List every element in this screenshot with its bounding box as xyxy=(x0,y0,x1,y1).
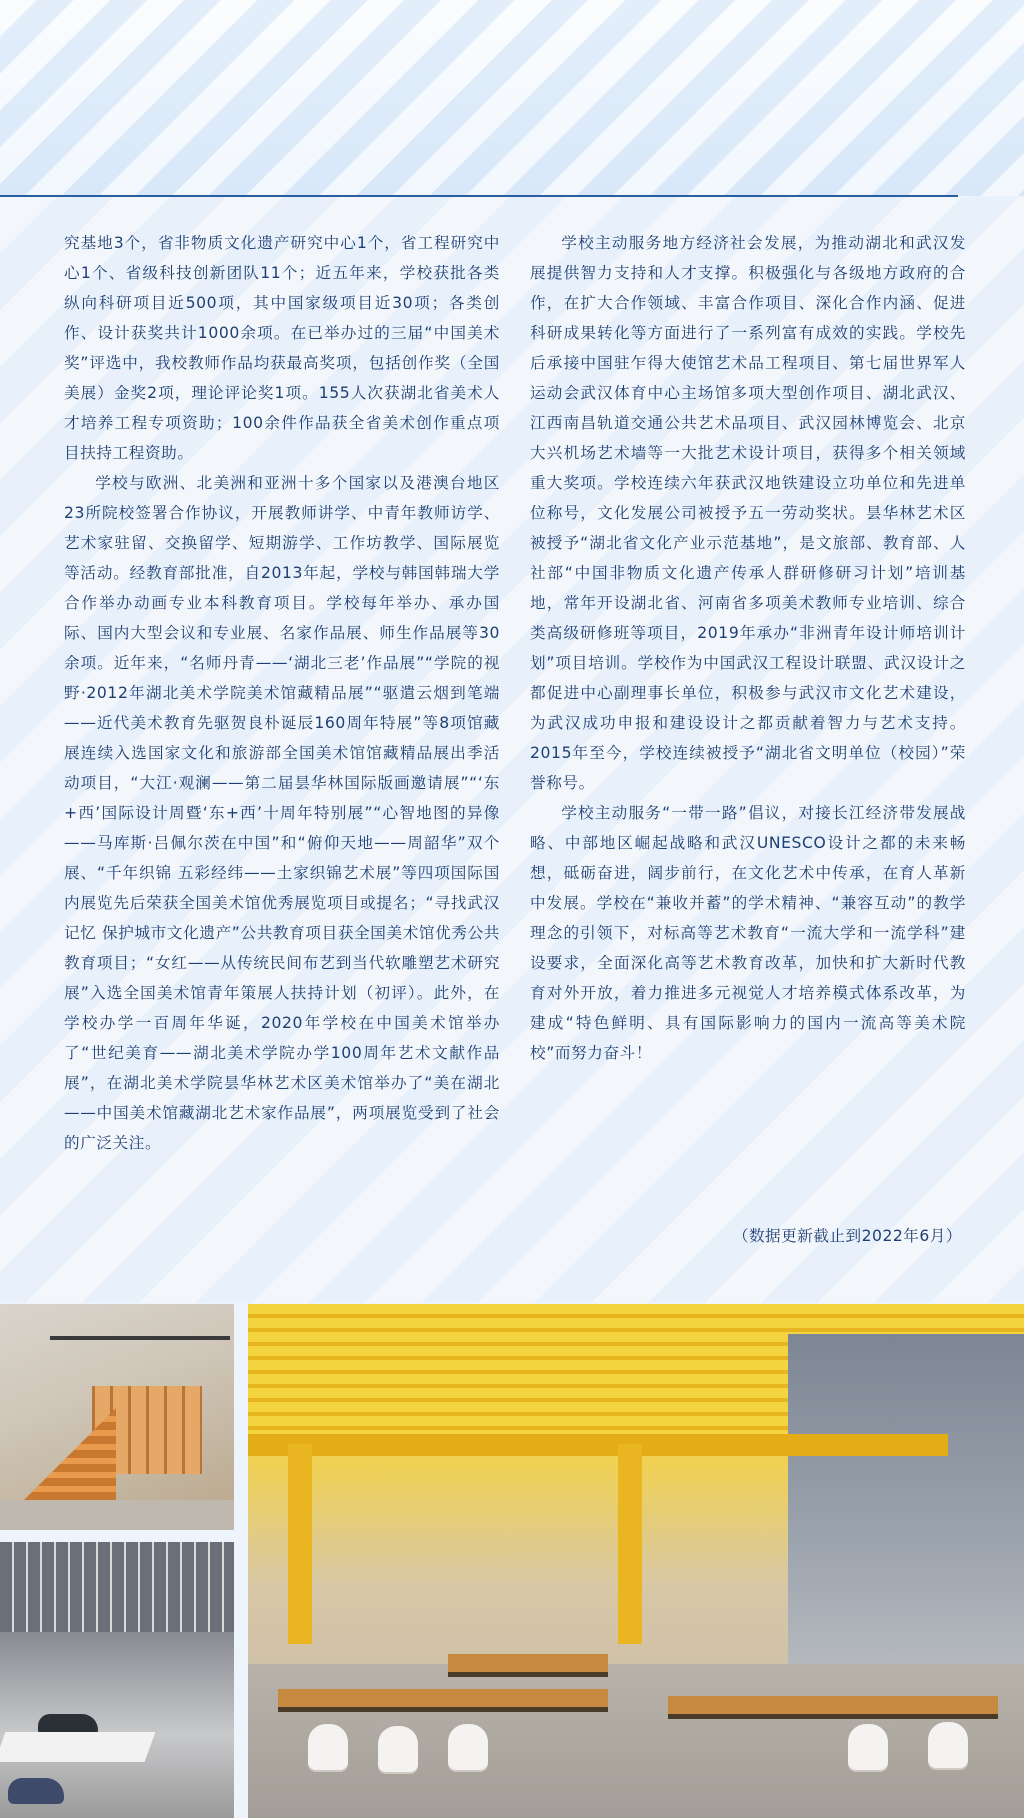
white-chair xyxy=(308,1724,348,1770)
grey-wall xyxy=(788,1334,1024,1664)
yellow-pillar xyxy=(288,1444,312,1644)
wooden-desk xyxy=(448,1654,608,1677)
yellow-pillar xyxy=(618,1444,642,1644)
yellow-studio-photo xyxy=(248,1304,1024,1818)
left-text-column xyxy=(64,228,500,1158)
library-stairs-photo xyxy=(0,1304,234,1530)
left-paragraph-2: 学校与欧洲、北美洲和亚洲十多个国家以及港澳台地区23所院校签署合作协议，开展教师讲学、中青年教师访学、艺术家驻留、交换留学、短期游学、工作坊教学、国际展览等活动。经教育部批准，自2013年起，学校与韩国韩瑞大学合作举办动画专业本科教育项目。学校每年举办、承办国际、国内大型会议和专业展、名家作品展、师生作品展等30余项。近年来，“名师丹青——‘湖北三老’作品展”“学院的视野·2012年湖北美术学院美术馆藏精品展”“驱遣云烟到笔端——近代美术教育先驱贺良朴诞辰160周年特展”等8项馆藏展连续入选国家文化和旅游部全国美术馆馆藏精品展出季活动项目，“大江·观澜——第二届昙华林国际版画邀请展”“‘东+西’国际设计周暨‘东+西’十周年特别展”“心智地图的异像——马库斯·吕佩尔茨在中国”和“俯仰天地——周韶华”双个展、“千年织锦 五彩经纬——土家织锦艺术展”等四项国际国内展览先后荣获全国美术馆优秀展览项目或提名；“寻找武汉记忆 保护城市文化遗产”公共教育项目获全国美术馆优秀公共教育项目；“女红——从传统民间布艺到当代软雕塑艺术研究展”入选全国美术馆青年策展人扶持计划（初评）。此外，在学校办学一百周年华诞，2020年学校在中国美术馆举办了“世纪美育——湖北美术学院办学100周年艺术文献作品展”，在湖北美术学院昙华林艺术区美术馆举办了“美在湖北——中国美术馆藏湖北艺术家作品展”，两项展览受到了社会的广泛关注。 xyxy=(64,474,500,1152)
wooden-desk xyxy=(278,1689,608,1712)
right-paragraph-2: 学校主动服务“一带一路”倡议，对接长江经济带发展战略、中部地区崛起战略和武汉UNESCO设计之都的未来畅想，砥砺奋进，阔步前行，在文化艺术中传承，在育人革新中发展。学校在“兼收并蓄”的学术精神、“兼容互动”的教学理念的引领下，对标高等艺术教育“一流大学和一流学科”建设要求，全面深化高等艺术教育改革，加快和扩大新时代教育对外开放，着力推进多元视觉人才培养模式体系改革，为建成“特色鲜明、具有国际影响力的国内一流高等美术院校”而努力奋斗！ xyxy=(530,804,966,1062)
data-update-note: （数据更新截止到2022年6月） xyxy=(732,1227,962,1245)
floor xyxy=(0,1500,234,1530)
yellow-beam xyxy=(248,1434,948,1456)
wooden-desk xyxy=(668,1696,998,1719)
car-model-blue xyxy=(8,1778,64,1804)
studio-floor xyxy=(248,1664,1024,1818)
wooden-stairs xyxy=(16,1408,116,1508)
exhibition-hall-photo xyxy=(0,1542,234,1818)
white-chair xyxy=(448,1724,488,1770)
right-paragraph-1: 学校主动服务地方经济社会发展，为推动湖北和武汉发展提供智力支持和人才支撑。积极强化与各级地方政府的合作，在扩大合作领域、丰富合作项目、深化合作内涵、促进科研成果转化等方面进行了一系列富有成效的实践。学校先后承接中国驻乍得大使馆艺术品工程项目、第七届世界军人运动会武汉体育中心主场馆多项大型创作项目、湖北武汉、江西南昌轨道交通公共艺术品项目、武汉园林博览会、北京大兴机场艺术墙等一大批艺术设计项目，获得多个相关领域重大奖项。学校连续六年获武汉地铁建设立功单位和先进单位称号，文化发展公司被授予五一劳动奖状。昙华林艺术区被授予“湖北省文化产业示范基地”，是文旅部、教育部、人社部“中国非物质文化遗产传承人群研修研习计划”培训基地，常年开设湖北省、河南省多项美术教师专业培训、综合类高级研修班等项目，2019年承办“非洲青年设计师培训计划”项目培训。学校作为中国武汉工程设计联盟、武汉设计之都促进中心副理事长单位，积极参与武汉市文化艺术建设，为武汉成功申报和建设设计之都贡献着智力与艺术支持。2015年至今，学校连续被授予“湖北省文明单位（校园）”荣誉称号。 xyxy=(530,234,966,792)
ceiling-grid xyxy=(0,1542,234,1632)
railing xyxy=(50,1336,230,1340)
display-table xyxy=(0,1732,155,1762)
white-chair xyxy=(848,1724,888,1770)
left-paragraph-1: 究基地3个，省非物质文化遗产研究中心1个，省工程研究中心1个、省级科技创新团队11个；近五年来，学校获批各类纵向科研项目近500项，其中国家级项目近30项；各类创作、设计获奖共计1000余项。在已举办过的三届“中国美术奖”评选中，我校教师作品均获最高奖项，包括创作奖（全国美展）金奖2项，理论评论奖1项。155人次获湖北省美术人才培养工程专项资助；100余件作品获全省美术创作重点项目扶持工程资助。 xyxy=(64,234,500,462)
right-text-column xyxy=(530,228,966,1068)
white-chair xyxy=(378,1726,418,1772)
white-chair xyxy=(928,1722,968,1768)
header-banner xyxy=(0,0,1024,196)
